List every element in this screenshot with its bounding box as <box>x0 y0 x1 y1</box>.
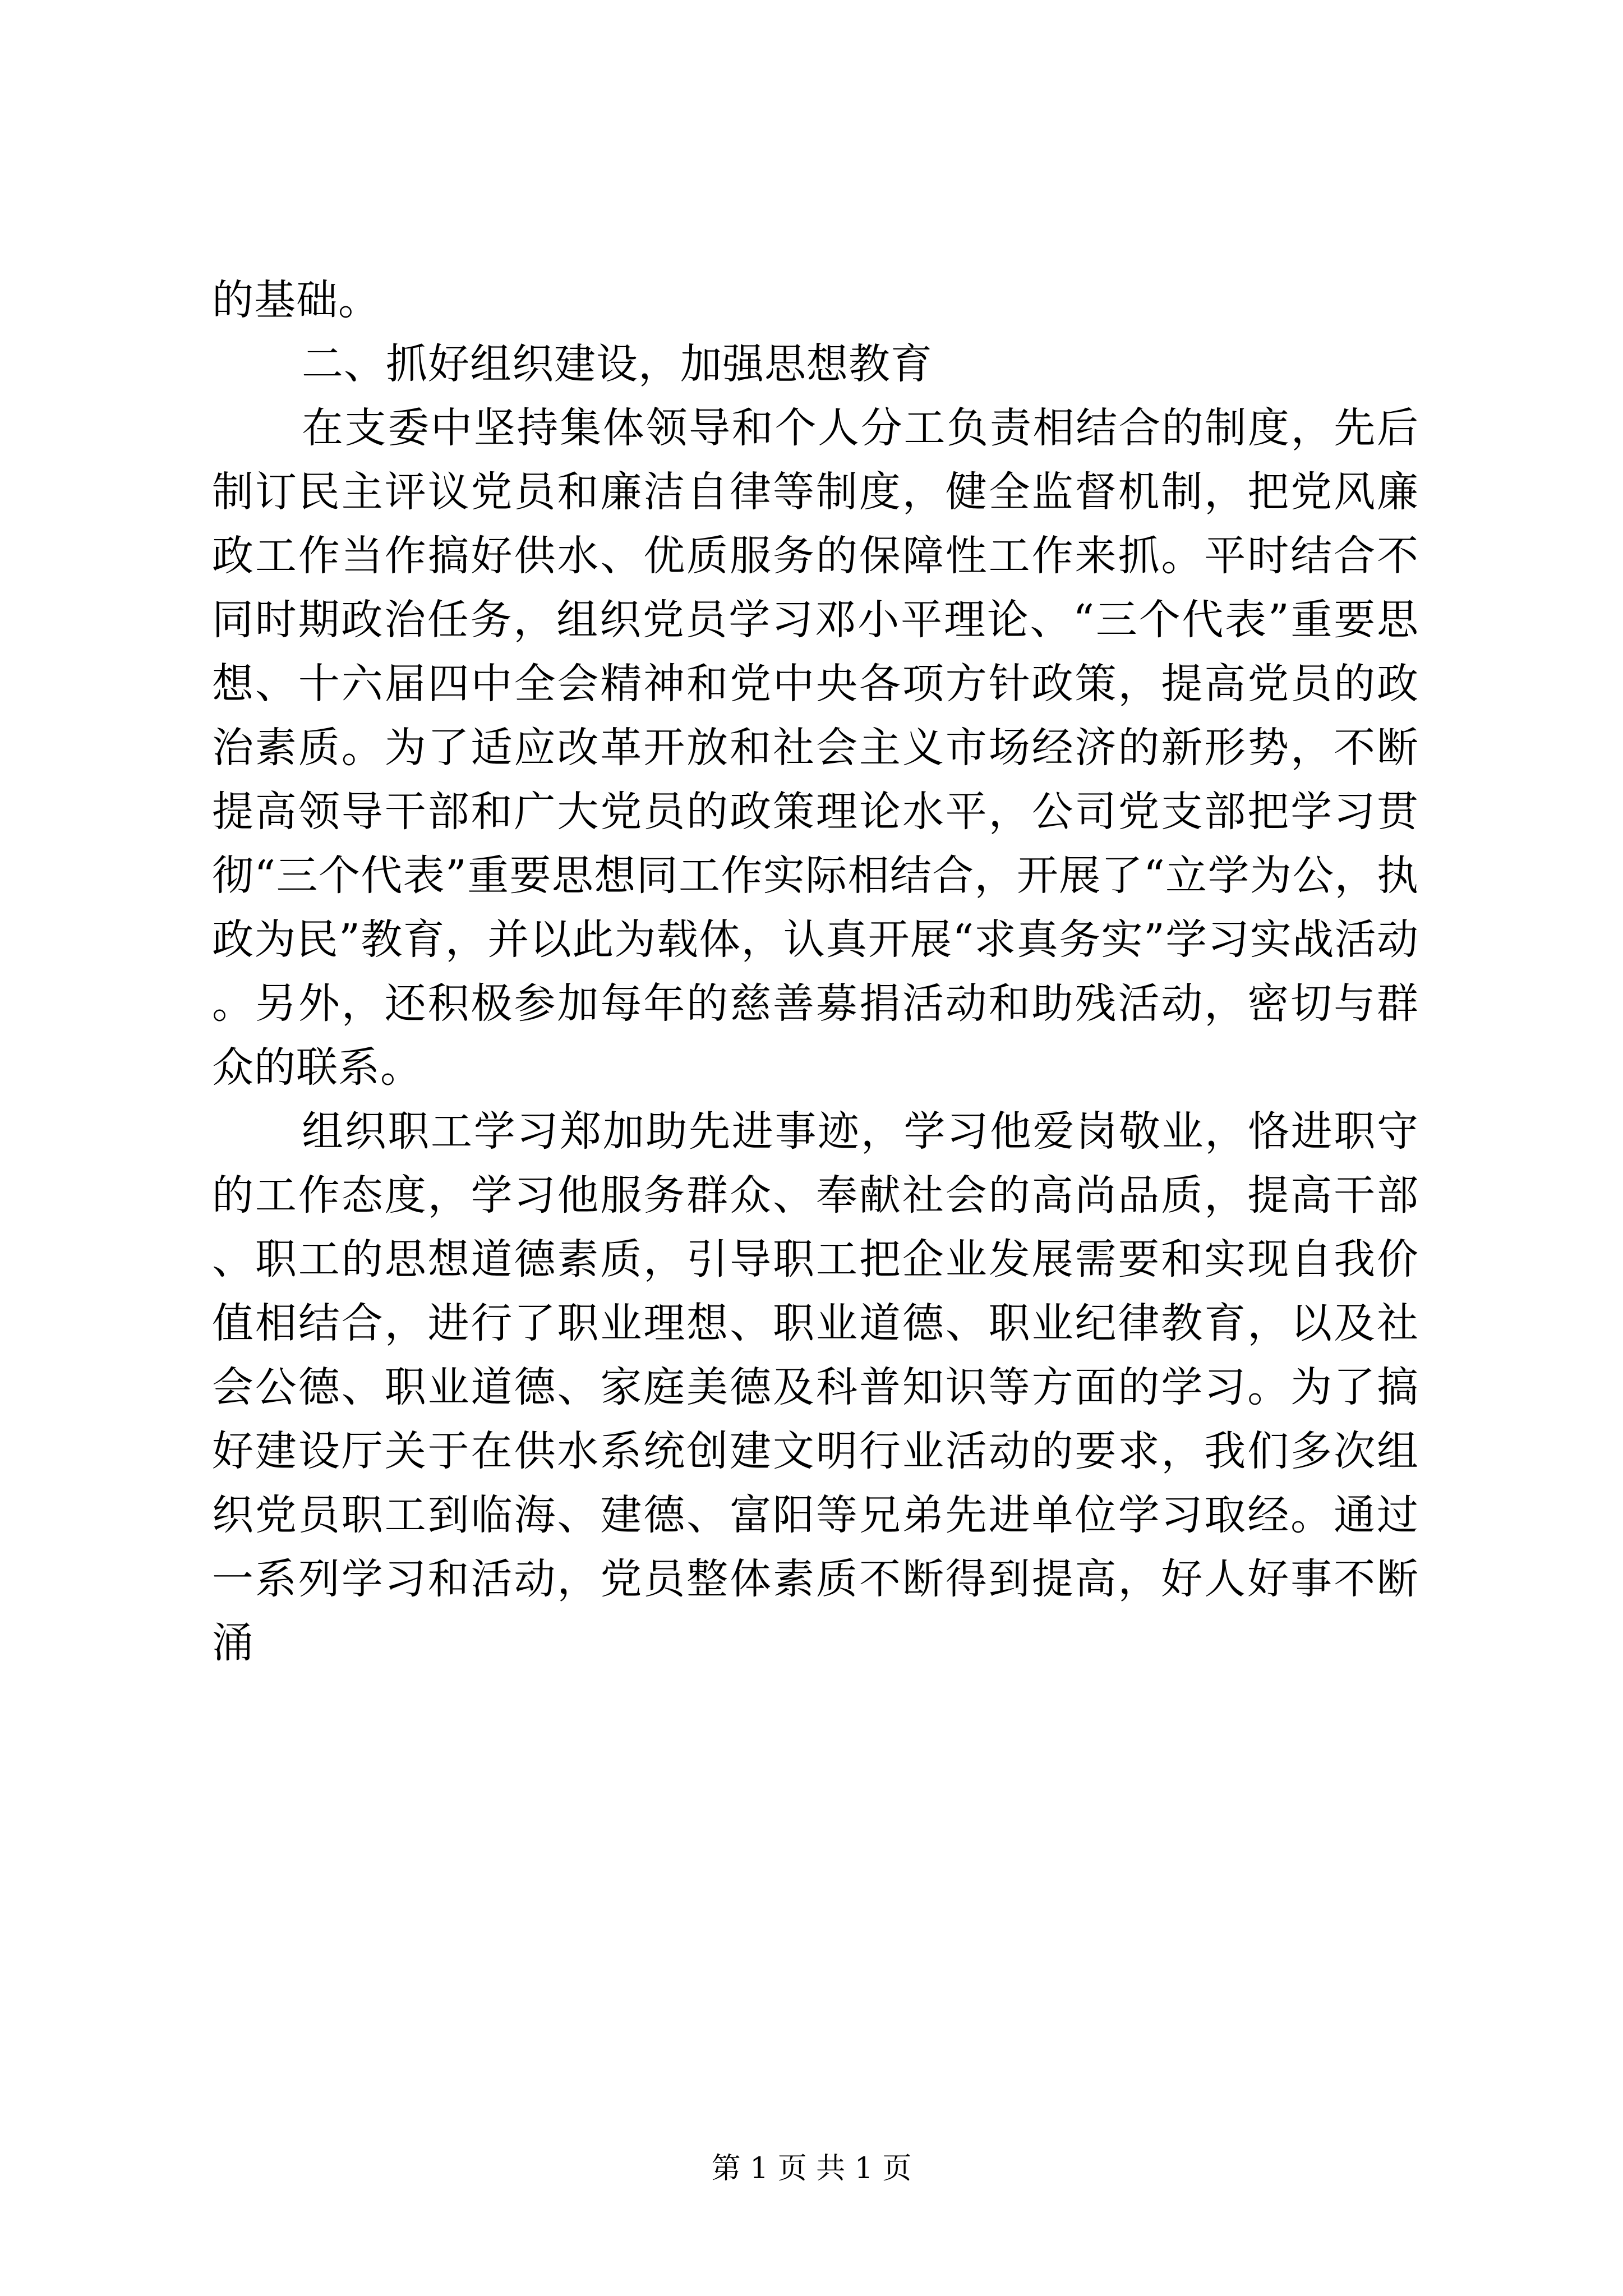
paragraph: 组织职工学习郑加助先进事迹，学习他爱岗敬业，恪进职守的工作态度，学习他服务群众、奉献社会的高尚品质，提高干部、职工的思想道德素质，引导职工把企业发展需要和实现自我价值相结合，进行了职业理想、职业道德、职业纪律教育，以及社会公德、职业道德、家庭美德及科普知识等方面的学习。为了搞好建设厅关于在供水系统创建文明行业活动的要求，我们多次组织党员职工到临海、建德、富阳等兄弟先进单位学习取经。通过一系列学习和活动，党员整体素质不断得到提高，好人好事不断涌 <box>212 1107 1419 1667</box>
document-body <box>212 268 1419 1675</box>
paragraph: 在支委中坚持集体领导和个人分工负责相结合的制度，先后制订民主评议党员和廉洁自律等制度，健全监督机制，把党风廉政工作当作搞好供水、优质服务的保障性工作来抓。平时结合不同时期政治任务，组织党员学习邓小平理论、“三个代表”重要思想、十六届四中全会精神和党中央各项方针政策，提高党员的政治素质。为了适应改革开放和社会主义市场经济的新形势，不断提高领导干部和广大党员的政策理论水平，公司党支部把学习贯彻“三个代表”重要思想同工作实际相结合，开展了“立学为公，执政为民”教育，并以此为载体，认真开展“求真务实”学习实战活动。另外，还积极参加每年的慈善募捐活动和助残活动，密切与群众的联系。 <box>212 404 1419 1092</box>
page-number: 第 1 页 共 1 页 <box>711 2152 912 2185</box>
paragraph-continuation: 的基础。 <box>212 276 380 324</box>
page-footer <box>0 2152 1623 2185</box>
section-heading: 二、抓好组织建设，加强思想教育 <box>302 340 933 388</box>
